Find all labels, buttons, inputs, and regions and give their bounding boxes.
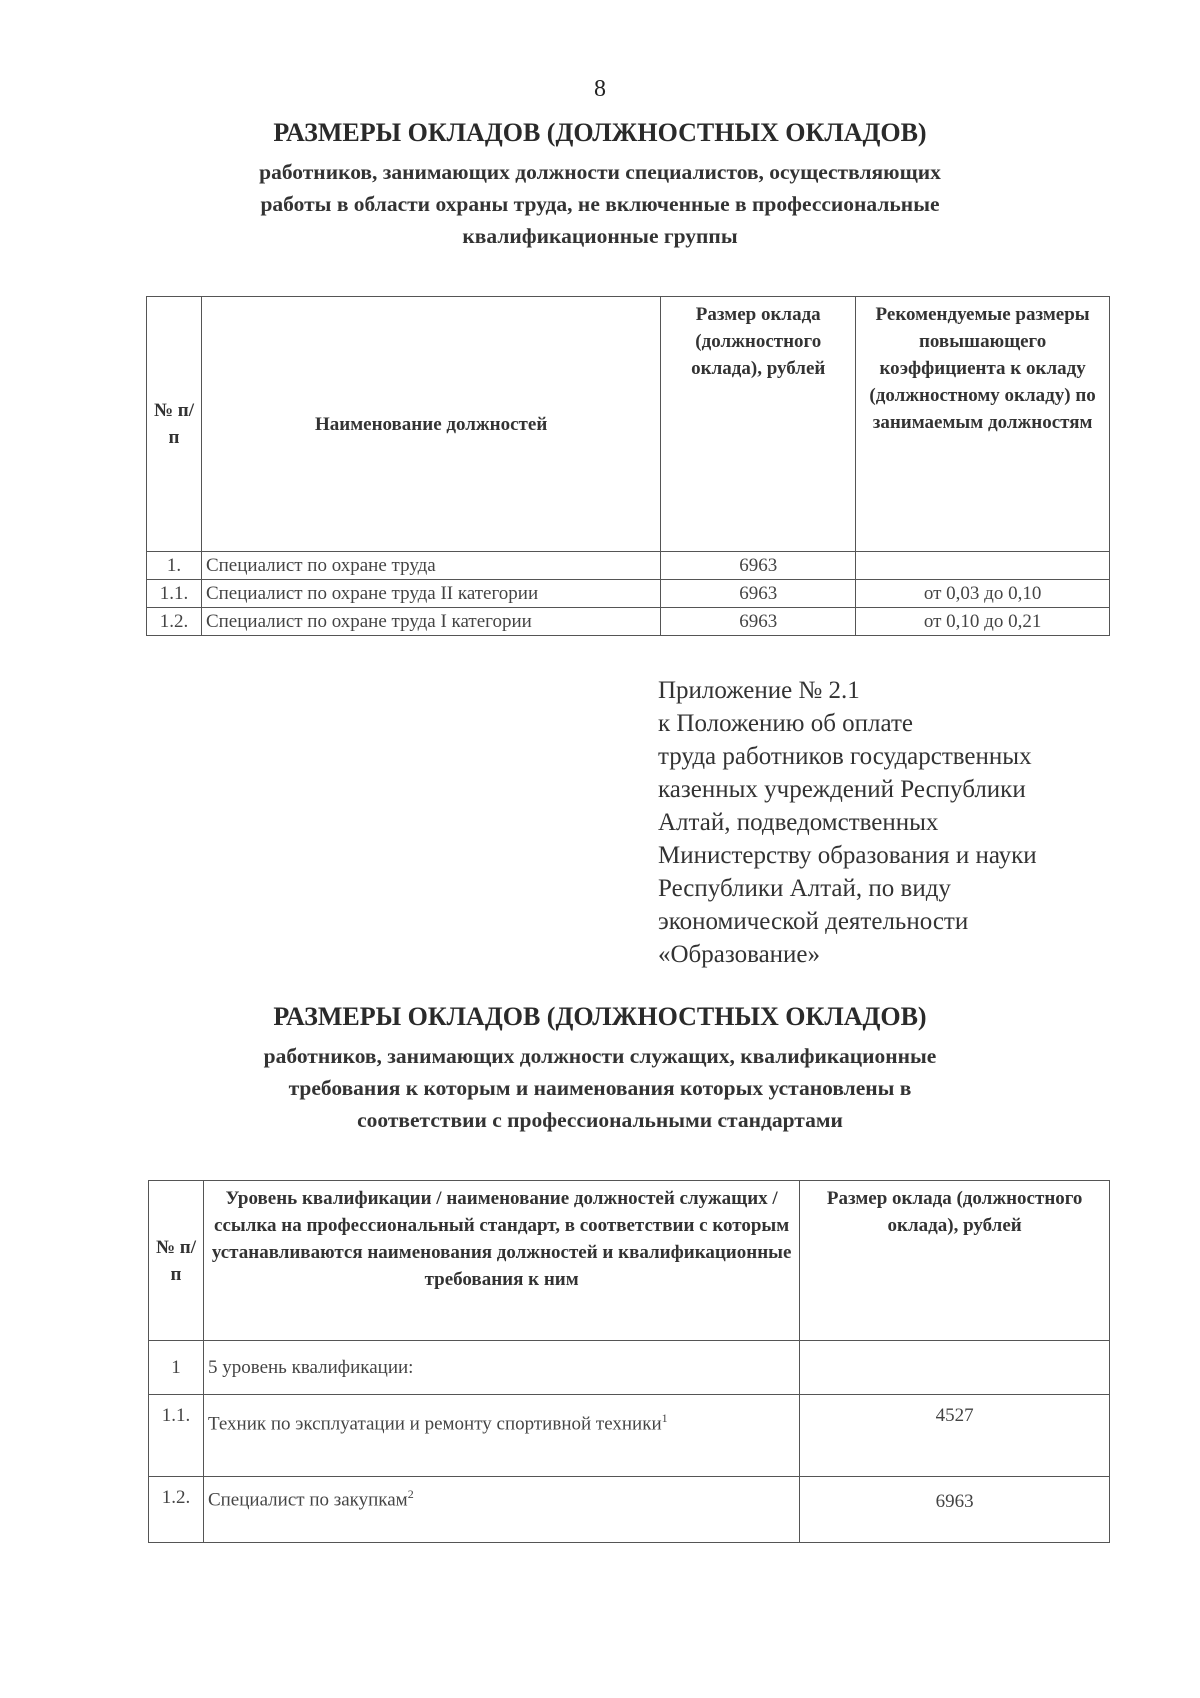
row-num: 1.1. xyxy=(147,580,202,608)
row-num: 1.2. xyxy=(149,1477,204,1543)
page-number: 8 xyxy=(594,76,606,102)
section2-title: РАЗМЕРЫ ОКЛАДОВ (ДОЛЖНОСТНЫХ ОКЛАДОВ) xyxy=(273,1002,927,1031)
subtitle-line: соответствии с профессиональными стандартами xyxy=(357,1108,843,1132)
footnote-mark: 1 xyxy=(661,1411,668,1425)
subtitle-line: работников, занимающих должности служащих, квалификационные xyxy=(263,1044,937,1068)
subtitle-line: квалификационные группы xyxy=(462,224,738,248)
section2-subtitle xyxy=(130,1040,1070,1136)
row-name: 5 уровень квалификации: xyxy=(203,1341,799,1395)
row-coefficient xyxy=(856,552,1110,580)
row-name: Специалист по охране труда I категории xyxy=(201,608,660,636)
row-coefficient: от 0,03 до 0,10 xyxy=(856,580,1110,608)
row-name-text: Специалист по закупкам xyxy=(207,1489,408,1511)
annex-line: Приложение № 2.1 xyxy=(658,677,860,704)
annex-line: Министерству образования и науки xyxy=(658,842,1037,869)
header-num: № п/п xyxy=(147,297,202,552)
salary-table-1 xyxy=(146,296,1110,636)
row-salary: 6963 xyxy=(661,580,856,608)
header-salary: Размер оклада (должностного оклада), рублей xyxy=(661,297,856,552)
header-coefficient: Рекомендуемые размеры повышающего коэффициента к окладу (должностному окладу) по занимаемым должностям xyxy=(856,297,1110,552)
annex-block xyxy=(658,674,1118,971)
annex-line: экономической деятельности xyxy=(658,908,969,935)
row-name: Специалист по охране труда xyxy=(201,552,660,580)
row-coefficient: от 0,10 до 0,21 xyxy=(856,608,1110,636)
row-num: 1. xyxy=(147,552,202,580)
section1-subtitle xyxy=(130,156,1070,252)
table-row xyxy=(147,580,1110,608)
row-salary: 6963 xyxy=(661,552,856,580)
subtitle-line: требования к которым и наименования которых установлены в xyxy=(288,1076,912,1100)
row-name: Специалист по охране труда II категории xyxy=(201,580,660,608)
footnote-mark: 2 xyxy=(407,1487,414,1501)
table-row xyxy=(149,1477,1110,1543)
header-name: Уровень квалификации / наименование должностей служащих / ссылка на профессиональный стандарт, в соответствии с которым устанавливаются наименования должностей и квалификационные требования к ним xyxy=(203,1181,799,1341)
annex-line: труда работников государственных xyxy=(658,743,1032,770)
salary-table-2 xyxy=(148,1180,1110,1543)
annex-line: Республики Алтай, по виду xyxy=(658,875,951,902)
row-salary xyxy=(800,1341,1110,1395)
header-name: Наименование должностей xyxy=(201,297,660,552)
table-row xyxy=(147,552,1110,580)
row-name xyxy=(203,1395,799,1477)
header-num: № п/п xyxy=(149,1181,204,1341)
annex-line: Алтай, подведомственных xyxy=(658,809,939,836)
annex-line: к Положению об оплате xyxy=(658,710,913,737)
table-row xyxy=(147,608,1110,636)
table-row xyxy=(149,1341,1110,1395)
table-row xyxy=(149,1395,1110,1477)
row-salary: 6963 xyxy=(661,608,856,636)
section1-title: РАЗМЕРЫ ОКЛАДОВ (ДОЛЖНОСТНЫХ ОКЛАДОВ) xyxy=(273,118,927,147)
row-num: 1.1. xyxy=(149,1395,204,1477)
header-salary: Размер оклада (должностного оклада), рублей xyxy=(800,1181,1110,1341)
row-num: 1 xyxy=(149,1341,204,1395)
row-salary: 4527 xyxy=(800,1395,1110,1477)
row-num: 1.2. xyxy=(147,608,202,636)
subtitle-line: работников, занимающих должности специалистов, осуществляющих xyxy=(259,160,941,184)
row-name xyxy=(203,1477,799,1543)
annex-line: «Образование» xyxy=(658,941,821,968)
annex-line: казенных учреждений Республики xyxy=(658,776,1026,803)
row-name-text: Техник по эксплуатации и ремонту спортивной техники xyxy=(207,1413,662,1435)
row-salary: 6963 xyxy=(800,1477,1110,1543)
subtitle-line: работы в области охраны труда, не включенные в профессиональные xyxy=(260,192,940,216)
